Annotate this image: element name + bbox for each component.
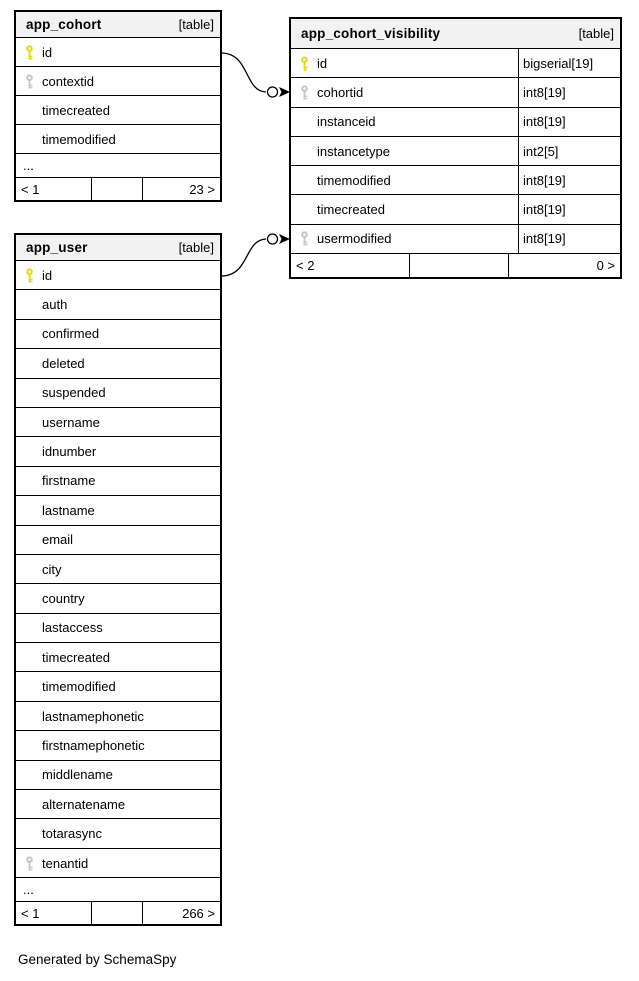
foreign-key-icon — [298, 231, 311, 246]
table-type-badge: [table] — [178, 17, 214, 32]
schemaspy-credit: Generated by SchemaSpy — [18, 952, 177, 967]
column-name: instancetype — [317, 143, 390, 159]
column-row — [291, 136, 620, 165]
column-name: confirmed — [42, 326, 100, 342]
column-row — [16, 818, 220, 847]
column-name: idnumber — [42, 444, 97, 460]
column-type: int8[19] — [518, 195, 620, 223]
column-row — [16, 701, 220, 730]
primary-key-icon — [298, 56, 311, 71]
table-app-cohort-visibility — [289, 17, 622, 279]
table-header — [16, 12, 220, 37]
column-row — [16, 37, 220, 66]
column-row — [16, 95, 220, 124]
column-row — [16, 642, 220, 671]
column-type: int8[19] — [518, 166, 620, 194]
column-row — [16, 378, 220, 407]
column-row — [16, 730, 220, 759]
table-name-link[interactable]: app_user — [26, 240, 88, 255]
column-row — [16, 613, 220, 642]
column-row — [16, 436, 220, 465]
column-name: lastaccess — [42, 620, 103, 636]
column-row — [16, 260, 220, 289]
column-name: cohortid — [317, 84, 364, 100]
column-name: id — [42, 267, 53, 283]
footer-middle-cell — [91, 902, 142, 924]
column-name: totarasync — [42, 826, 102, 842]
column-name: city — [42, 561, 62, 577]
table-header — [291, 19, 620, 48]
truncated-columns-indicator: ... — [16, 153, 220, 177]
column-type: int8[19] — [518, 78, 620, 106]
foreign-key-icon — [23, 74, 36, 89]
column-row — [16, 583, 220, 612]
column-name: lastname — [42, 502, 95, 518]
column-name: timemodified — [317, 172, 391, 188]
table-type-badge: [table] — [578, 26, 614, 41]
table-footer — [16, 901, 220, 924]
primary-key-icon — [23, 268, 36, 283]
column-type: bigserial[19] — [518, 49, 620, 77]
column-name: country — [42, 590, 85, 606]
table-name-link[interactable]: app_cohort_visibility — [301, 26, 441, 41]
column-name: username — [42, 414, 100, 430]
column-row — [16, 466, 220, 495]
primary-key-icon — [23, 45, 36, 60]
column-name: id — [42, 44, 53, 60]
column-name: timecreated — [42, 649, 110, 665]
column-row — [291, 48, 620, 77]
column-name: timecreated — [317, 202, 385, 218]
column-name: timemodified — [42, 679, 116, 695]
column-name: auth — [42, 297, 68, 313]
footer-children-count: 23 > — [142, 178, 220, 200]
column-row — [16, 289, 220, 318]
column-name: email — [42, 532, 74, 548]
fk-connector-cohort-id-to-cohortid — [222, 53, 290, 97]
column-row — [16, 760, 220, 789]
column-type: int8[19] — [518, 108, 620, 136]
column-name: usermodified — [317, 231, 392, 247]
fk-connector-user-id-to-usermodified — [222, 234, 290, 276]
table-type-badge: [table] — [178, 240, 214, 255]
column-row — [16, 789, 220, 818]
footer-parents-count: < 1 — [21, 181, 40, 197]
column-row — [291, 165, 620, 194]
table-name-link[interactable]: app_cohort — [26, 17, 102, 32]
column-name: timecreated — [42, 102, 110, 118]
column-name: instanceid — [317, 114, 376, 130]
table-header — [16, 235, 220, 260]
column-name: firstnamephonetic — [42, 737, 145, 753]
column-row — [291, 77, 620, 106]
column-row — [16, 525, 220, 554]
column-type: int8[19] — [518, 225, 620, 253]
footer-middle-cell — [91, 178, 142, 200]
column-row — [16, 66, 220, 95]
footer-parents-count: < 2 — [296, 258, 315, 274]
footer-middle-cell — [409, 254, 508, 277]
column-type: int2[5] — [518, 137, 620, 165]
footer-children-count: 0 > — [508, 254, 620, 277]
column-name: suspended — [42, 385, 106, 401]
column-row — [16, 319, 220, 348]
column-row — [16, 407, 220, 436]
column-row — [16, 848, 220, 877]
column-name: firstname — [42, 473, 96, 489]
table-footer — [16, 177, 220, 200]
table-app-cohort — [14, 10, 222, 202]
column-name: id — [317, 55, 328, 71]
column-name: alternatename — [42, 796, 126, 812]
column-name: lastnamephonetic — [42, 708, 144, 724]
column-name: timemodified — [42, 131, 116, 147]
table-app-user — [14, 233, 222, 926]
foreign-key-icon — [23, 856, 36, 871]
footer-children-count: 266 > — [142, 902, 220, 924]
column-name: middlename — [42, 767, 113, 783]
column-row — [16, 554, 220, 583]
column-row — [291, 107, 620, 136]
foreign-key-icon — [298, 85, 311, 100]
column-name: deleted — [42, 355, 85, 371]
column-row — [291, 194, 620, 223]
column-name: contextid — [42, 73, 95, 89]
column-row — [16, 124, 220, 153]
column-row — [16, 495, 220, 524]
table-footer — [291, 253, 620, 277]
column-row — [16, 348, 220, 377]
truncated-columns-indicator: ... — [16, 877, 220, 901]
column-name: tenantid — [42, 855, 89, 871]
column-row — [291, 224, 620, 253]
column-row — [16, 671, 220, 700]
footer-parents-count: < 1 — [21, 905, 40, 921]
